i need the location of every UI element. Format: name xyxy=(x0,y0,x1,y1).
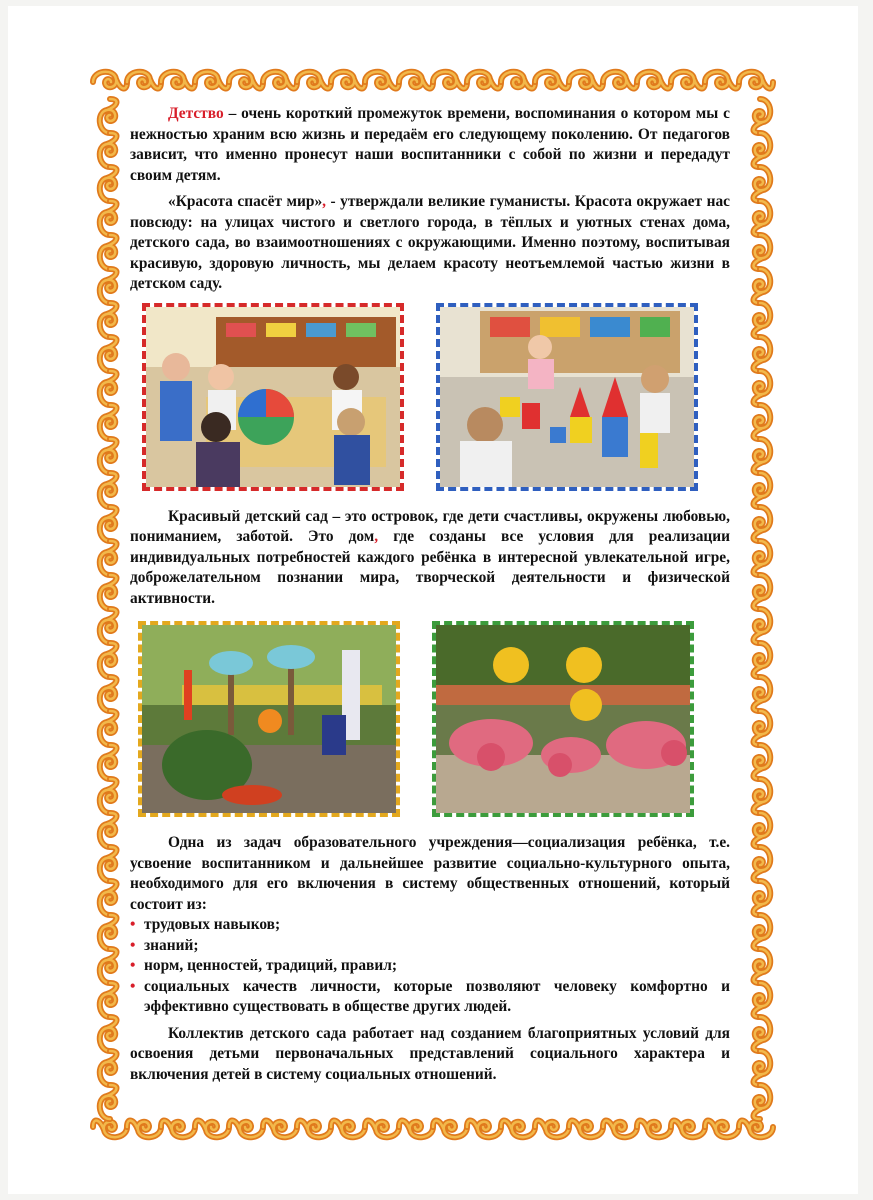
frame-swirl xyxy=(754,643,771,677)
frame-swirl xyxy=(754,133,771,167)
frame-swirl xyxy=(100,303,117,337)
frame-swirl xyxy=(754,541,771,575)
frame-swirl xyxy=(100,779,117,813)
frame-swirl xyxy=(705,72,739,89)
document-body xyxy=(130,104,730,1085)
frame-swirl xyxy=(754,609,771,643)
frame-swirl xyxy=(637,1121,671,1138)
frame-swirl xyxy=(100,609,117,643)
frame-swirl xyxy=(754,745,771,779)
frame-swirl xyxy=(331,1121,365,1138)
paragraph-childhood: Детство – очень короткий промежуток времени, воспоминания о котором мы с нежностью храним всю жизнь и передаём его следующему поколению. От педагогов зависит, что именно пронесут наши воспитанники с собой по жизни и передадут своим детям. xyxy=(130,105,730,184)
frame-swirl xyxy=(501,72,535,89)
frame-swirl xyxy=(739,1121,773,1138)
photo-children-blocks xyxy=(436,303,698,491)
list-item: • социальных качеств личности, которые позволяют человеку комфортно и эффективно существовать в обществе других людей. xyxy=(130,977,730,1015)
frame-swirl xyxy=(754,235,771,269)
frame-swirl xyxy=(331,72,365,89)
frame-swirl xyxy=(467,72,501,89)
frame-swirl xyxy=(754,949,771,983)
frame-swirl xyxy=(754,1051,771,1085)
frame-swirl xyxy=(195,72,229,89)
frame-swirl xyxy=(100,643,117,677)
frame-swirl xyxy=(100,541,117,575)
frame-swirl xyxy=(100,337,117,371)
frame-swirl xyxy=(433,1121,467,1138)
frame-swirl xyxy=(467,1121,501,1138)
frame-swirl xyxy=(754,813,771,847)
frame-swirl xyxy=(705,1121,739,1138)
frame-swirl xyxy=(501,1121,535,1138)
frame-swirl xyxy=(100,1085,117,1119)
frame-swirl xyxy=(127,1121,161,1138)
frame-swirl xyxy=(365,72,399,89)
frame-swirl xyxy=(754,99,771,133)
frame-swirl xyxy=(754,915,771,949)
frame-swirl xyxy=(100,473,117,507)
frame-swirl xyxy=(100,949,117,983)
frame-swirl xyxy=(754,337,771,371)
frame-swirl xyxy=(399,72,433,89)
frame-swirl xyxy=(637,72,671,89)
frame-swirl xyxy=(739,72,773,89)
frame-swirl xyxy=(754,575,771,609)
frame-swirl xyxy=(754,779,771,813)
bullet-list xyxy=(130,915,730,1018)
frame-swirl xyxy=(535,72,569,89)
frame-swirl xyxy=(100,983,117,1017)
frame-swirl xyxy=(100,745,117,779)
frame-swirl xyxy=(754,983,771,1017)
frame-swirl xyxy=(433,72,467,89)
frame-swirl xyxy=(754,371,771,405)
frame-swirl xyxy=(229,1121,263,1138)
paragraph-kindergarten: Красивый детский сад – это островок, где дети счастливы, окружены любовью, пониманием, заботой. Это дом, где созданы все условия для реализации индивидуальных потребностей каждого ребёнка в интересной увлекательной игре, доброжелательном познании мира, творческой деятельности и физической активности. xyxy=(130,507,731,607)
quote-beauty: «Красота спасёт мир» xyxy=(168,193,323,210)
photo-row-outdoor xyxy=(130,621,730,827)
frame-swirl xyxy=(754,269,771,303)
frame-swirl xyxy=(754,405,771,439)
frame-swirl xyxy=(100,269,117,303)
frame-swirl xyxy=(100,575,117,609)
frame-swirl xyxy=(603,72,637,89)
highlight-childhood: Детство xyxy=(168,105,224,122)
frame-swirl xyxy=(535,1121,569,1138)
frame-swirl xyxy=(754,473,771,507)
frame-swirl xyxy=(100,915,117,949)
frame-swirl xyxy=(754,1085,771,1119)
frame-swirl xyxy=(195,1121,229,1138)
frame-swirl xyxy=(263,72,297,89)
list-item: • норм, ценностей, традиций, правил; xyxy=(130,957,397,974)
frame-swirl xyxy=(100,133,117,167)
frame-swirl xyxy=(365,1121,399,1138)
frame-swirl xyxy=(161,1121,195,1138)
frame-swirl xyxy=(229,72,263,89)
frame-swirl xyxy=(754,201,771,235)
frame-swirl xyxy=(671,72,705,89)
frame-swirl xyxy=(754,167,771,201)
photo-garden-pigs xyxy=(432,621,694,817)
frame-swirl xyxy=(754,847,771,881)
frame-swirl xyxy=(100,677,117,711)
frame-swirl xyxy=(603,1121,637,1138)
frame-swirl xyxy=(100,99,117,133)
list-item: • трудовых навыков; xyxy=(130,916,281,933)
frame-swirl xyxy=(93,1121,127,1138)
frame-swirl xyxy=(100,507,117,541)
frame-swirl xyxy=(754,439,771,473)
frame-swirl xyxy=(100,371,117,405)
frame-swirl xyxy=(100,439,117,473)
frame-swirl xyxy=(671,1121,705,1138)
frame-swirl xyxy=(754,507,771,541)
frame-swirl xyxy=(297,72,331,89)
frame-swirl xyxy=(100,167,117,201)
frame-swirl xyxy=(100,847,117,881)
paragraph-team: Коллектив детского сада работает над созданием благоприятных условий для освоения детьми первоначальных представлений социального характера и включения детей в систему социальных отношений. xyxy=(130,1024,730,1083)
frame-swirl xyxy=(754,1017,771,1051)
photo-row-indoor xyxy=(130,303,730,501)
frame-swirl xyxy=(754,711,771,745)
frame-swirl xyxy=(100,235,117,269)
frame-swirl xyxy=(100,881,117,915)
frame-swirl xyxy=(754,303,771,337)
photo-garden-palms xyxy=(138,621,400,817)
frame-swirl xyxy=(161,72,195,89)
photo-children-table xyxy=(142,303,404,491)
frame-swirl xyxy=(100,201,117,235)
frame-swirl xyxy=(100,1051,117,1085)
frame-swirl xyxy=(399,1121,433,1138)
frame-swirl xyxy=(93,72,127,89)
frame-swirl xyxy=(100,405,117,439)
frame-swirl xyxy=(569,1121,603,1138)
list-item: • знаний; xyxy=(130,936,199,954)
paragraph-socialization: Одна из задач образовательного учреждения—социализация ребёнка, т.е. усвоение воспитанником и дальнейшее развитие социально-культурного опыта, необходимого для его включения в систему общественных отношений, который состоит из: xyxy=(130,834,730,913)
frame-swirl xyxy=(263,1121,297,1138)
frame-swirl xyxy=(297,1121,331,1138)
frame-swirl xyxy=(754,881,771,915)
paragraph-beauty: «Красота спасёт мир», - утверждали великие гуманисты. Красота окружает нас повсюду: на улицах чистого и светлого города, в тёплых и уютных стенах дома, детского сада, во взаимоотношениях с окружающими. Именно поэтому, воспитывая красивую, здоровую личность, мы делаем красоту неотъемлемой частью жизни в детском саду. xyxy=(130,193,730,292)
frame-swirl xyxy=(127,72,161,89)
frame-swirl xyxy=(754,677,771,711)
frame-swirl xyxy=(100,813,117,847)
frame-swirl xyxy=(100,711,117,745)
frame-swirl xyxy=(100,1017,117,1051)
frame-swirl xyxy=(569,72,603,89)
